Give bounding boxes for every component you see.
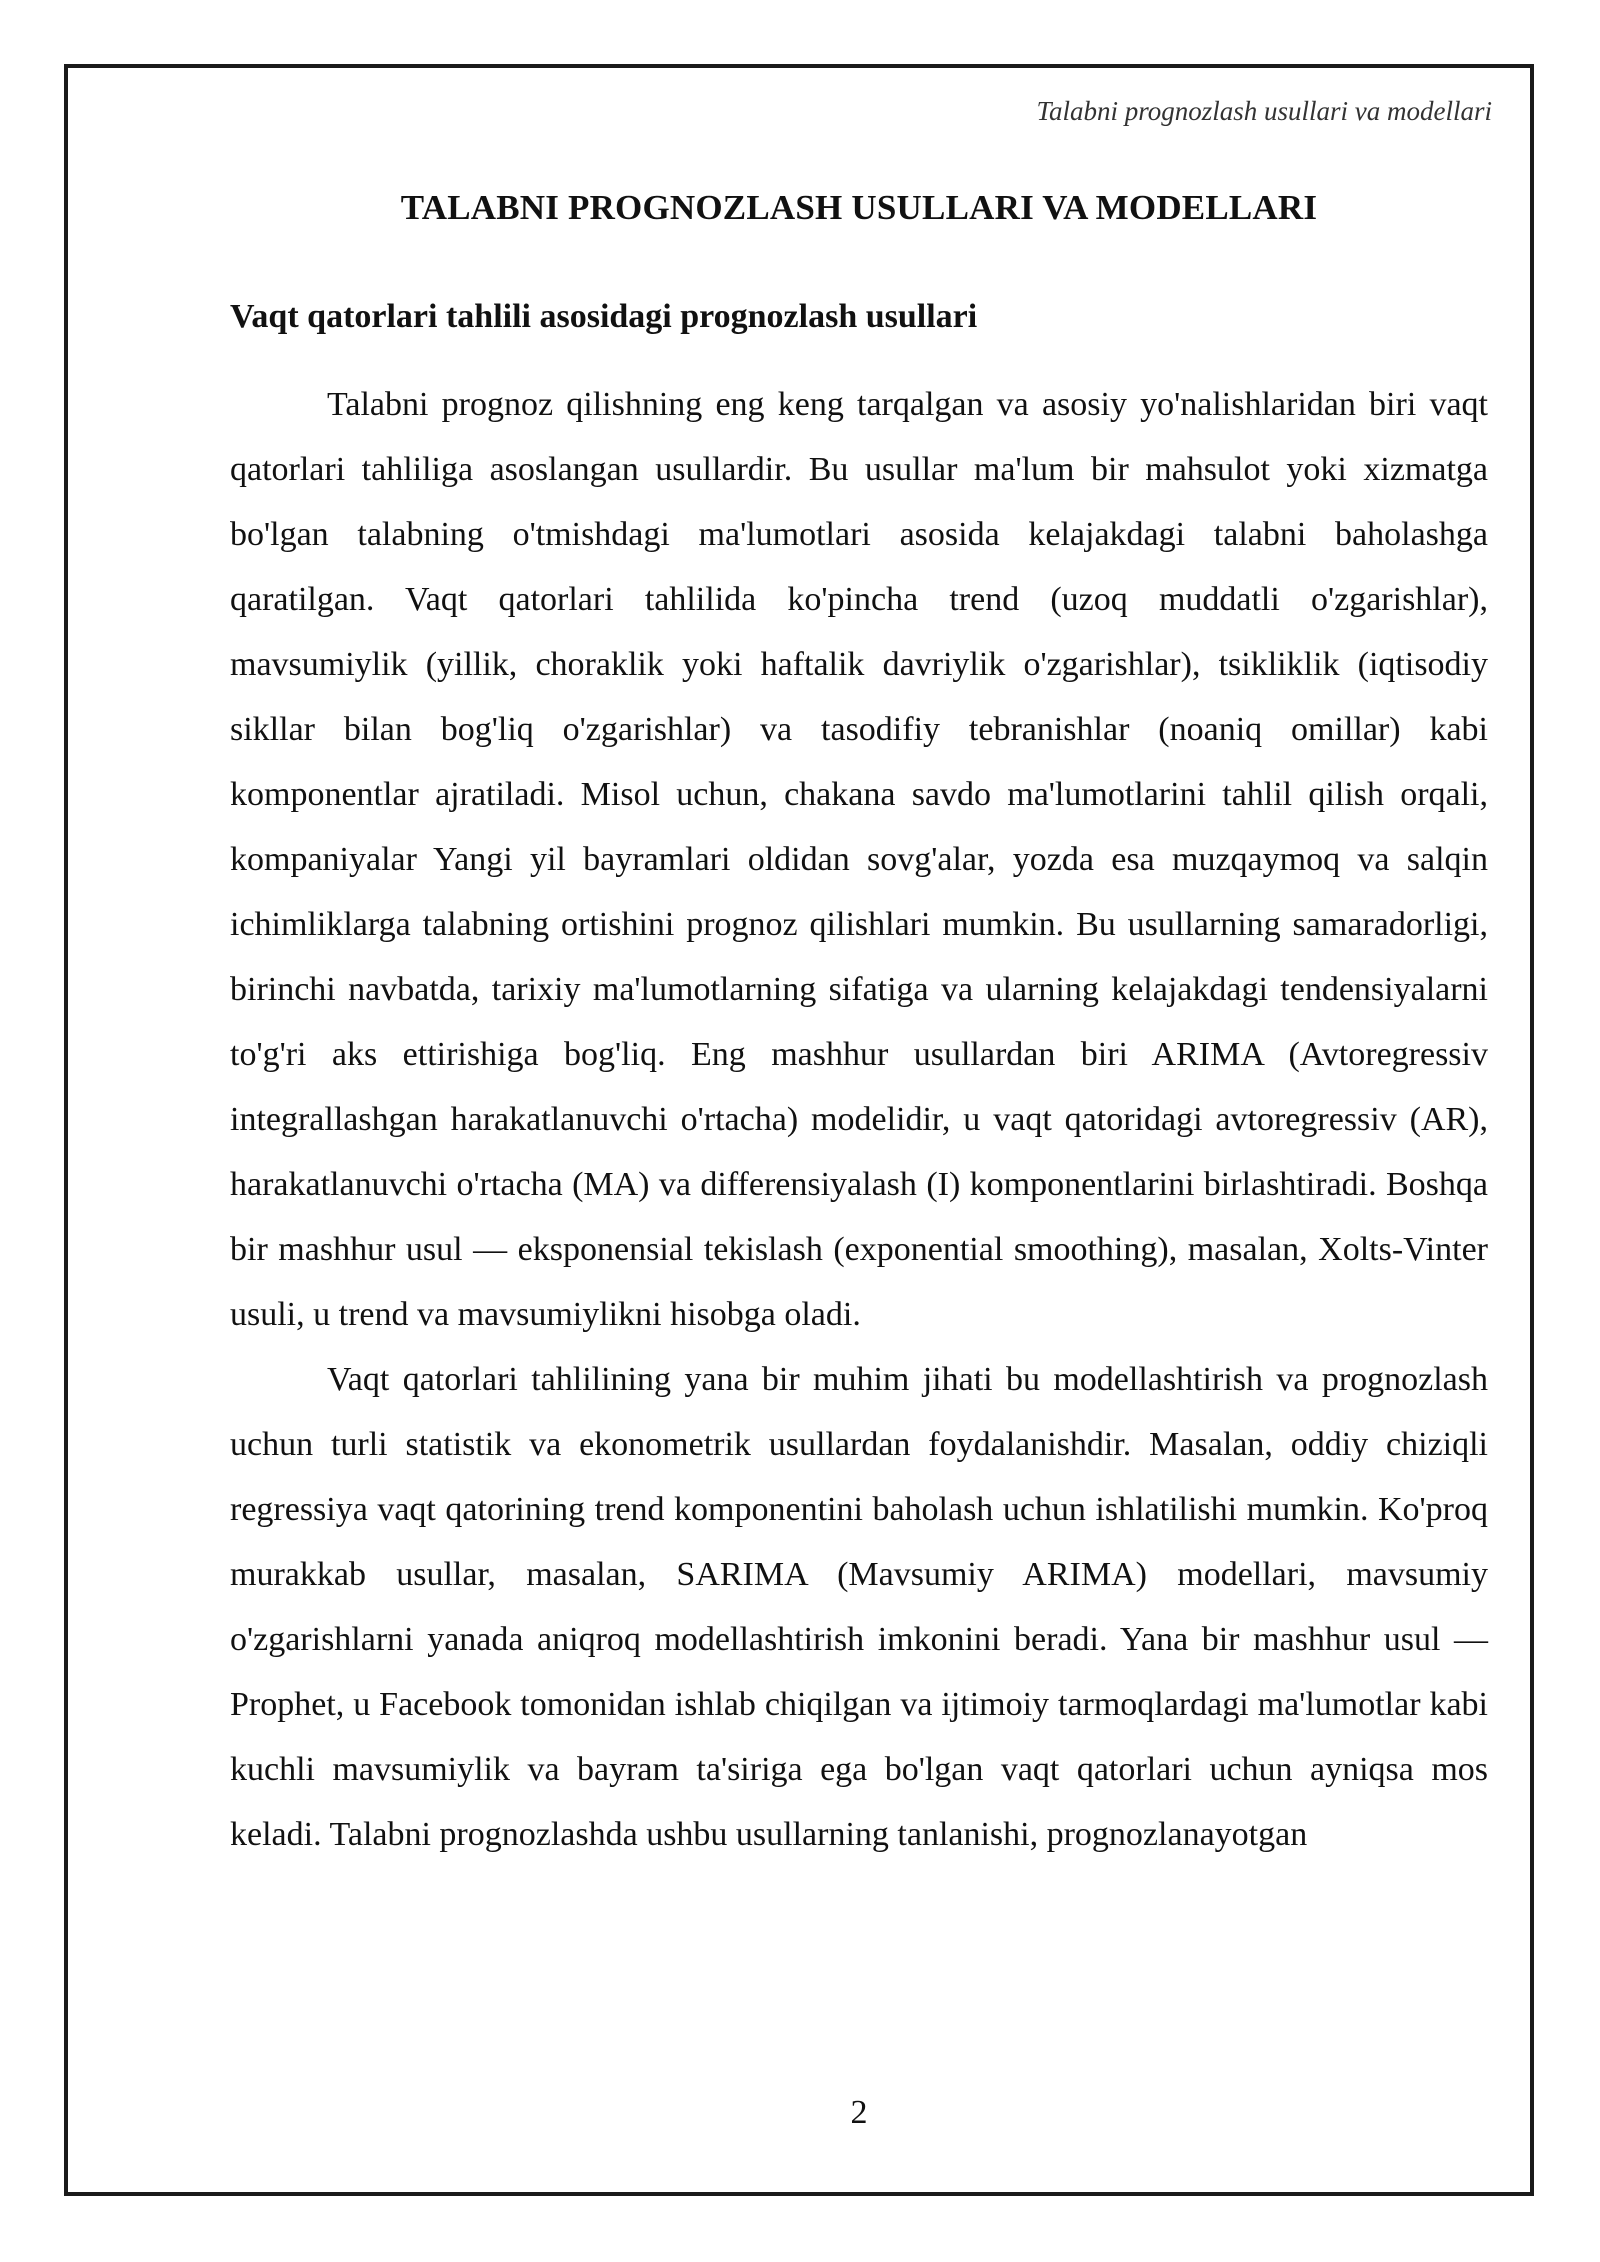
page-number: 2 [850, 2094, 868, 2131]
paragraph-1: Talabni prognoz qilishning eng keng tarqalgan va asosiy yo'nalishlaridan biri vaqt qatorlari tahliliga asoslangan usullardir. Bu usullar ma'lum bir mahsulot yoki xizmatga bo'lgan talabning o'tmishdagi ma'lumotlari asosida kelajakdagi talabni baholashga qaratilgan. Vaqt qatorlari tahlilida ko'pincha trend (uzoq muddatli o'zgarishlar), mavsumiylik (yillik, choraklik yoki haftalik davriylik o'zgarishlar), tsikliklik (iqtisodiy sikllar bilan bog'liq o'zgarishlar) va tasodifiy tebranishlar (noaniq omillar) kabi komponentlar ajratiladi. Misol uchun, chakana savdo ma'lumotlarini tahlil qilish orqali, kompaniyalar Yangi yil bayramlari oldidan sovg'alar, yozda esa muzqaymoq va salqin ichimliklarga talabning ortishini prognoz qilishlari mumkin. Bu usullarning samaradorligi, birinchi navbatda, tarixiy ma'lumotlarning sifatiga va ularning kelajakdagi tendensiyalarni to'g'ri aks ettirishiga bog'liq. Eng mashhur usullardan biri ARIMA (Avtoregressiv integrallashgan harakatlanuvchi o'rtacha) modelidir, u vaqt qatoridagi avtoregressiv (AR), harakatlanuvchi o'rtacha (MA) va differensiyalash (I) komponentlarini birlashtiradi. Boshqa bir mashhur usul — eksponensial tekislash (exponential smoothing), masalan, Xolts-Vinter usuli, u trend va mavsumiylikni hisobga oladi. [230, 386, 1488, 1333]
document-title: TALABNI PROGNOZLASH USULLARI VA MODELLARI [400, 188, 1318, 227]
running-header: Talabni prognozlash usullari va modellari [1036, 96, 1492, 126]
body-text [230, 372, 1488, 1867]
paragraph-2: Vaqt qatorlari tahlilining yana bir muhim jihati bu modellashtirish va prognozlash uchun turli statistik va ekonometrik usullardan foydalanishdir. Masalan, oddiy chiziqli regressiya vaqt qatorining trend komponentini baholash uchun ishlatilishi mumkin. Ko'proq murakkab usullar, masalan, SARIMA (Mavsumiy ARIMA) modellari, mavsumiy o'zgarishlarni yanada aniqroq modellashtirish imkonini beradi. Yana bir mashhur usul — Prophet, u Facebook tomonidan ishlab chiqilgan va ijtimoiy tarmoqlardagi ma'lumotlar kabi kuchli mavsumiylik va bayram ta'siriga ega bo'lgan vaqt qatorlari uchun ayniqsa mos keladi. Talabni prognozlashda ushbu usullarning tanlanishi, prognozlanayotgan [230, 1361, 1488, 1853]
section-heading: Vaqt qatorlari tahlili asosidagi prognozlash usullari [230, 298, 978, 335]
